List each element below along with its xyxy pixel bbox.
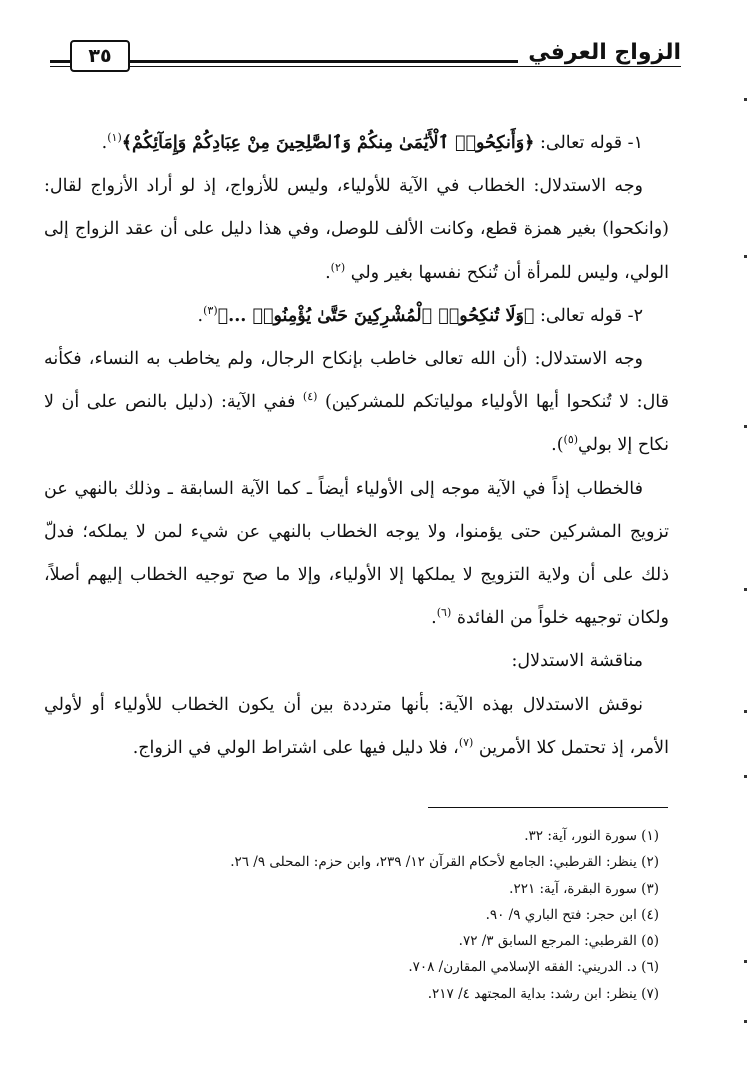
page-number: ٣٥ bbox=[70, 40, 130, 72]
discussion-heading: مناقشة الاستدلال: bbox=[511, 651, 643, 672]
scan-speck bbox=[744, 98, 747, 101]
footnote-separator bbox=[428, 807, 668, 808]
conclusion-end: . bbox=[431, 608, 437, 629]
verse-2-end: . bbox=[197, 305, 204, 326]
footnote-ref-5[interactable]: (٥) bbox=[563, 433, 579, 447]
paragraph-discussion bbox=[44, 684, 669, 770]
verse-1-end: . bbox=[101, 133, 108, 153]
verse-1-intro: ١- قوله تعالى: bbox=[534, 133, 643, 153]
footnote-3: (٣) سورة البقرة، آية: ٢٢١. bbox=[509, 880, 659, 897]
header-rule-thin bbox=[50, 66, 681, 67]
paragraph-inference-1 bbox=[44, 165, 669, 295]
scan-speck bbox=[744, 425, 747, 428]
page-header bbox=[50, 38, 681, 72]
footnote-2: (٢) ينظر: القرطبي: الجامع لأحكام القرآن ١٢/ ٢٣٩، وابن حزم: المحلى ٩/ ٢٦. bbox=[230, 854, 659, 871]
paragraph-conclusion bbox=[44, 468, 669, 641]
scan-speck bbox=[744, 588, 747, 591]
footnote-ref-4[interactable]: (٤) bbox=[302, 390, 318, 404]
footnote-ref-2[interactable]: (٢) bbox=[330, 260, 346, 274]
inference-2-end: ). bbox=[551, 435, 564, 456]
quran-verse-1: ﴿وَأَنكِحُوا۟ ٱلْأَيَٰمَىٰ مِنكُمْ وَٱلصَّٰلِحِينَ مِنْ عِبَادِكُمْ وَإِمَآئِكُمْ﴾ bbox=[121, 133, 535, 153]
inference-2-text-b: ففي الآية: (دليل بالنص على أن لا نكاح إلا بولي bbox=[44, 392, 669, 456]
scan-speck bbox=[744, 1020, 747, 1023]
verse-2-intro: ٢- قوله تعالى: bbox=[534, 305, 643, 326]
quran-verse-2: ﴿وَلَا تُنكِحُوا۟ ٱلْمُشْرِكِينَ حَتَّىٰ يُؤْمِنُوا۟ ...﴾ bbox=[217, 305, 535, 326]
footnote-ref-6[interactable]: (٦) bbox=[436, 606, 452, 620]
running-title: الزواج العرفي bbox=[518, 40, 681, 65]
scan-speck bbox=[744, 255, 747, 258]
footnote-6: (٦) د. الدريني: الفقه الإسلامي المقارن/ ٧٠٨. bbox=[408, 959, 659, 976]
footnotes bbox=[60, 823, 669, 1007]
footnote-ref-7[interactable]: (٧) bbox=[458, 736, 474, 750]
scan-speck bbox=[744, 960, 747, 963]
paragraph-inference-2 bbox=[44, 338, 669, 468]
footnote-ref-1[interactable]: (١) bbox=[107, 131, 122, 145]
inference-1-end: . bbox=[325, 262, 331, 283]
footnote-ref-3[interactable]: (٣) bbox=[203, 303, 218, 317]
inference-1-text: وجه الاستدلال: الخطاب في الآية للأولياء، وليس للأزواج، إذ لو أراد الأزواج لقال: (وانكحوا) بغير همزة قطع، وكانت الألف للوصل، وفي هذا دليل على أن عقد الزواج إلى الولي، وليس للمرأة أن تُنكح نفسها بغير ولي bbox=[44, 176, 669, 283]
paragraph-verse-1 bbox=[44, 122, 669, 165]
discussion-end: ، فلا دليل فيها على اشتراط الولي في الزواج. bbox=[132, 737, 459, 758]
footnote-1: (١) سورة النور، آية: ٣٢. bbox=[524, 828, 659, 844]
main-text bbox=[44, 122, 669, 770]
discussion-text: نوقش الاستدلال بهذه الآية: بأنها مترددة بين أن يكون الخطاب للأولياء أو لأولي الأمر، إذ تحتمل كلا الأمرين bbox=[44, 694, 669, 758]
conclusion-text: فالخطاب إذاً في الآية موجه إلى الأولياء أيضاً ـ كما الآية السابقة ـ وذلك بالنهي عن تزويج المشركين حتى يؤمنوا، ولا يوجه الخطاب بالنهي عن شيء لمن لا يملكه؛ فدلّ ذلك على أن ولاية التزويج لا يملكها إلا الأولياء، وإلا ما صح توجيه الخطاب إليهم أصلاً، ولكان توجيهه خلواً من الفائدة bbox=[44, 478, 669, 629]
scan-speck bbox=[744, 775, 747, 778]
paragraph-verse-2 bbox=[44, 295, 669, 338]
footnote-5: (٥) القرطبي: المرجع السابق ٣/ ٧٢. bbox=[458, 933, 659, 950]
scan-speck bbox=[744, 710, 747, 713]
inference-2-text: وجه الاستدلال: (أن الله تعالى خاطب بإنكاح الرجال، ولم يخاطب به النساء، فكأنه قال: لا تُنكحوا أيها الأولياء مولياتكم للمشركين) bbox=[44, 349, 669, 413]
footnote-4: (٤) ابن حجر: فتح الباري ٩/ ٩٠. bbox=[485, 906, 659, 923]
footnote-7: (٧) ينظر: ابن رشد: بداية المجتهد ٤/ ٢١٧. bbox=[427, 985, 659, 1002]
